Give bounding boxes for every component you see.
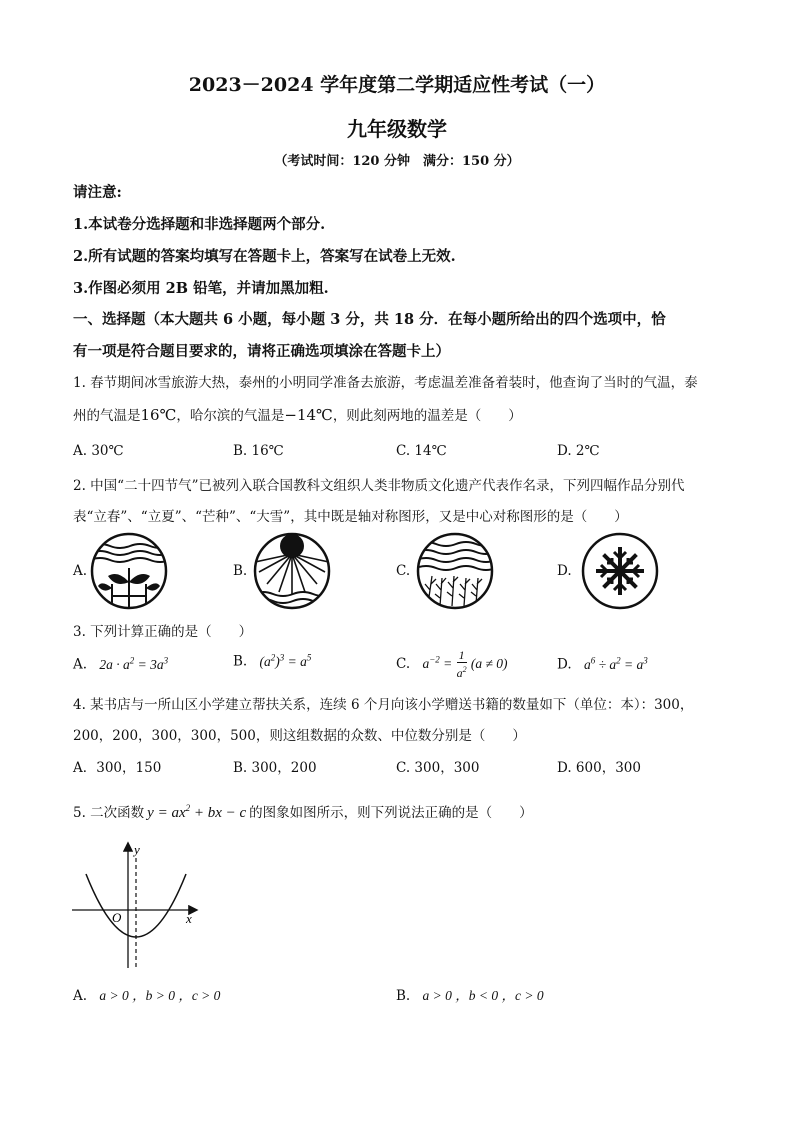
q4-stem-line1: 4. 某书店与一所山区小学建立帮扶关系，连续 6 个月向该小学赠送书籍的数量如下（单位：本）：300， bbox=[73, 697, 694, 713]
q1-option-b[interactable]: B. 16℃ bbox=[233, 443, 284, 459]
exam-title: 2023－2024 学年度第二学期适应性考试（一） bbox=[188, 74, 606, 96]
exam-meta: （考试时间：120 分钟 满分：150 分） bbox=[274, 154, 520, 169]
q1-option-d[interactable]: D. 2℃ bbox=[557, 443, 600, 459]
q4-option-a[interactable]: A．300，150 bbox=[73, 760, 162, 776]
q1-stem-line1: 1. 春节期间冰雪旅游大热，泰州的小明同学准备去旅游，考虑温差准备着装时，他查询了当时的气温，泰 bbox=[73, 375, 698, 391]
y-label: y bbox=[134, 842, 140, 857]
q3-option-d[interactable]: D. $a^6 \div a^2 = a^3$ bbox=[557, 655, 648, 673]
parabola-curve bbox=[86, 874, 186, 937]
notice-item: 1.本试卷分选择题和非选择题两个部分. bbox=[73, 216, 326, 233]
notice-item: 2.所有试题的答案均填写在答题卡上，答案写在试卷上无效. bbox=[73, 248, 456, 265]
q1-option-a[interactable]: A. 30℃ bbox=[73, 443, 124, 459]
q4-option-b[interactable]: B. 300，200 bbox=[233, 760, 317, 776]
lichun-emblem[interactable] bbox=[90, 532, 168, 610]
q4-option-c[interactable]: C. 300，300 bbox=[396, 760, 480, 776]
q2-option-a-label[interactable]: A. bbox=[73, 563, 88, 579]
q1-stem-line2: 州的气温是16℃，哈尔滨的气温是−14℃，则此刻两地的温差是（ ） bbox=[73, 406, 522, 424]
q2-option-c-label[interactable]: C. bbox=[396, 563, 411, 579]
q2-stem-line1: 2. 中国“二十四节气”已被列入联合国教科文组织人类非物质文化遗产代表作名录，下列四幅作品分别代 bbox=[73, 478, 685, 494]
q1-option-c[interactable]: C. 14℃ bbox=[396, 443, 447, 459]
q3-stem: 3. 下列计算正确的是（ ） bbox=[73, 624, 253, 640]
q5-option-b[interactable]: B. a > 0 ，b < 0 ，c > 0 bbox=[396, 988, 544, 1004]
q5-stem: 5. 二次函数 $y = ax^2$ + bx − c 的图象如图所示，则下列说法正确的是（ ） bbox=[73, 803, 533, 821]
q3-option-c[interactable]: C. $a^{-2}$ = $\frac{1}{a^2}$ (a ≠ 0) bbox=[396, 648, 508, 680]
q5-option-a[interactable]: A. a > 0 ，b > 0 ，c > 0 bbox=[73, 988, 221, 1004]
origin-label: O bbox=[112, 910, 122, 925]
parabola-graph bbox=[68, 840, 200, 972]
mangzhong-emblem[interactable] bbox=[416, 532, 494, 610]
x-label: x bbox=[186, 911, 192, 926]
q1-temp-taizhou: 16℃ bbox=[140, 406, 177, 424]
q3-option-b[interactable]: B. $(a^2)^3 = a^5$ bbox=[233, 652, 312, 670]
q2-stem-line2: 表“立春”、“立夏”、“芒种”、“大雪”，其中既是轴对称图形，又是中心对称图形的是（ ） bbox=[73, 509, 628, 525]
lixia-emblem[interactable] bbox=[253, 532, 331, 610]
exam-subject: 九年级数学 bbox=[347, 117, 447, 141]
q4-stem-line2: 200，200，300，300，500，则这组数据的众数、中位数分别是（ ） bbox=[73, 728, 526, 744]
notice-item: 3.作图必须用 2B 铅笔，并请加黑加粗. bbox=[73, 280, 329, 297]
q2-option-b-label[interactable]: B. bbox=[233, 563, 248, 579]
q3-option-a[interactable]: A. $2a \cdot a^2 = 3a^3$ bbox=[73, 655, 169, 673]
section-heading-line1: 一、选择题（本大题共 6 小题，每小题 3 分，共 18 分．在每小题所给出的四个选项中，恰 bbox=[73, 311, 666, 328]
notice-heading: 请注意: bbox=[73, 184, 122, 201]
daxue-emblem[interactable] bbox=[581, 532, 659, 610]
q2-option-d-label[interactable]: D. bbox=[557, 563, 572, 579]
section-heading-line2: 有一项是符合题目要求的，请将正确选项填涂在答题卡上） bbox=[73, 343, 450, 360]
q1-temp-harbin: −14℃ bbox=[284, 406, 333, 424]
q4-option-d[interactable]: D. 600，300 bbox=[557, 760, 641, 776]
